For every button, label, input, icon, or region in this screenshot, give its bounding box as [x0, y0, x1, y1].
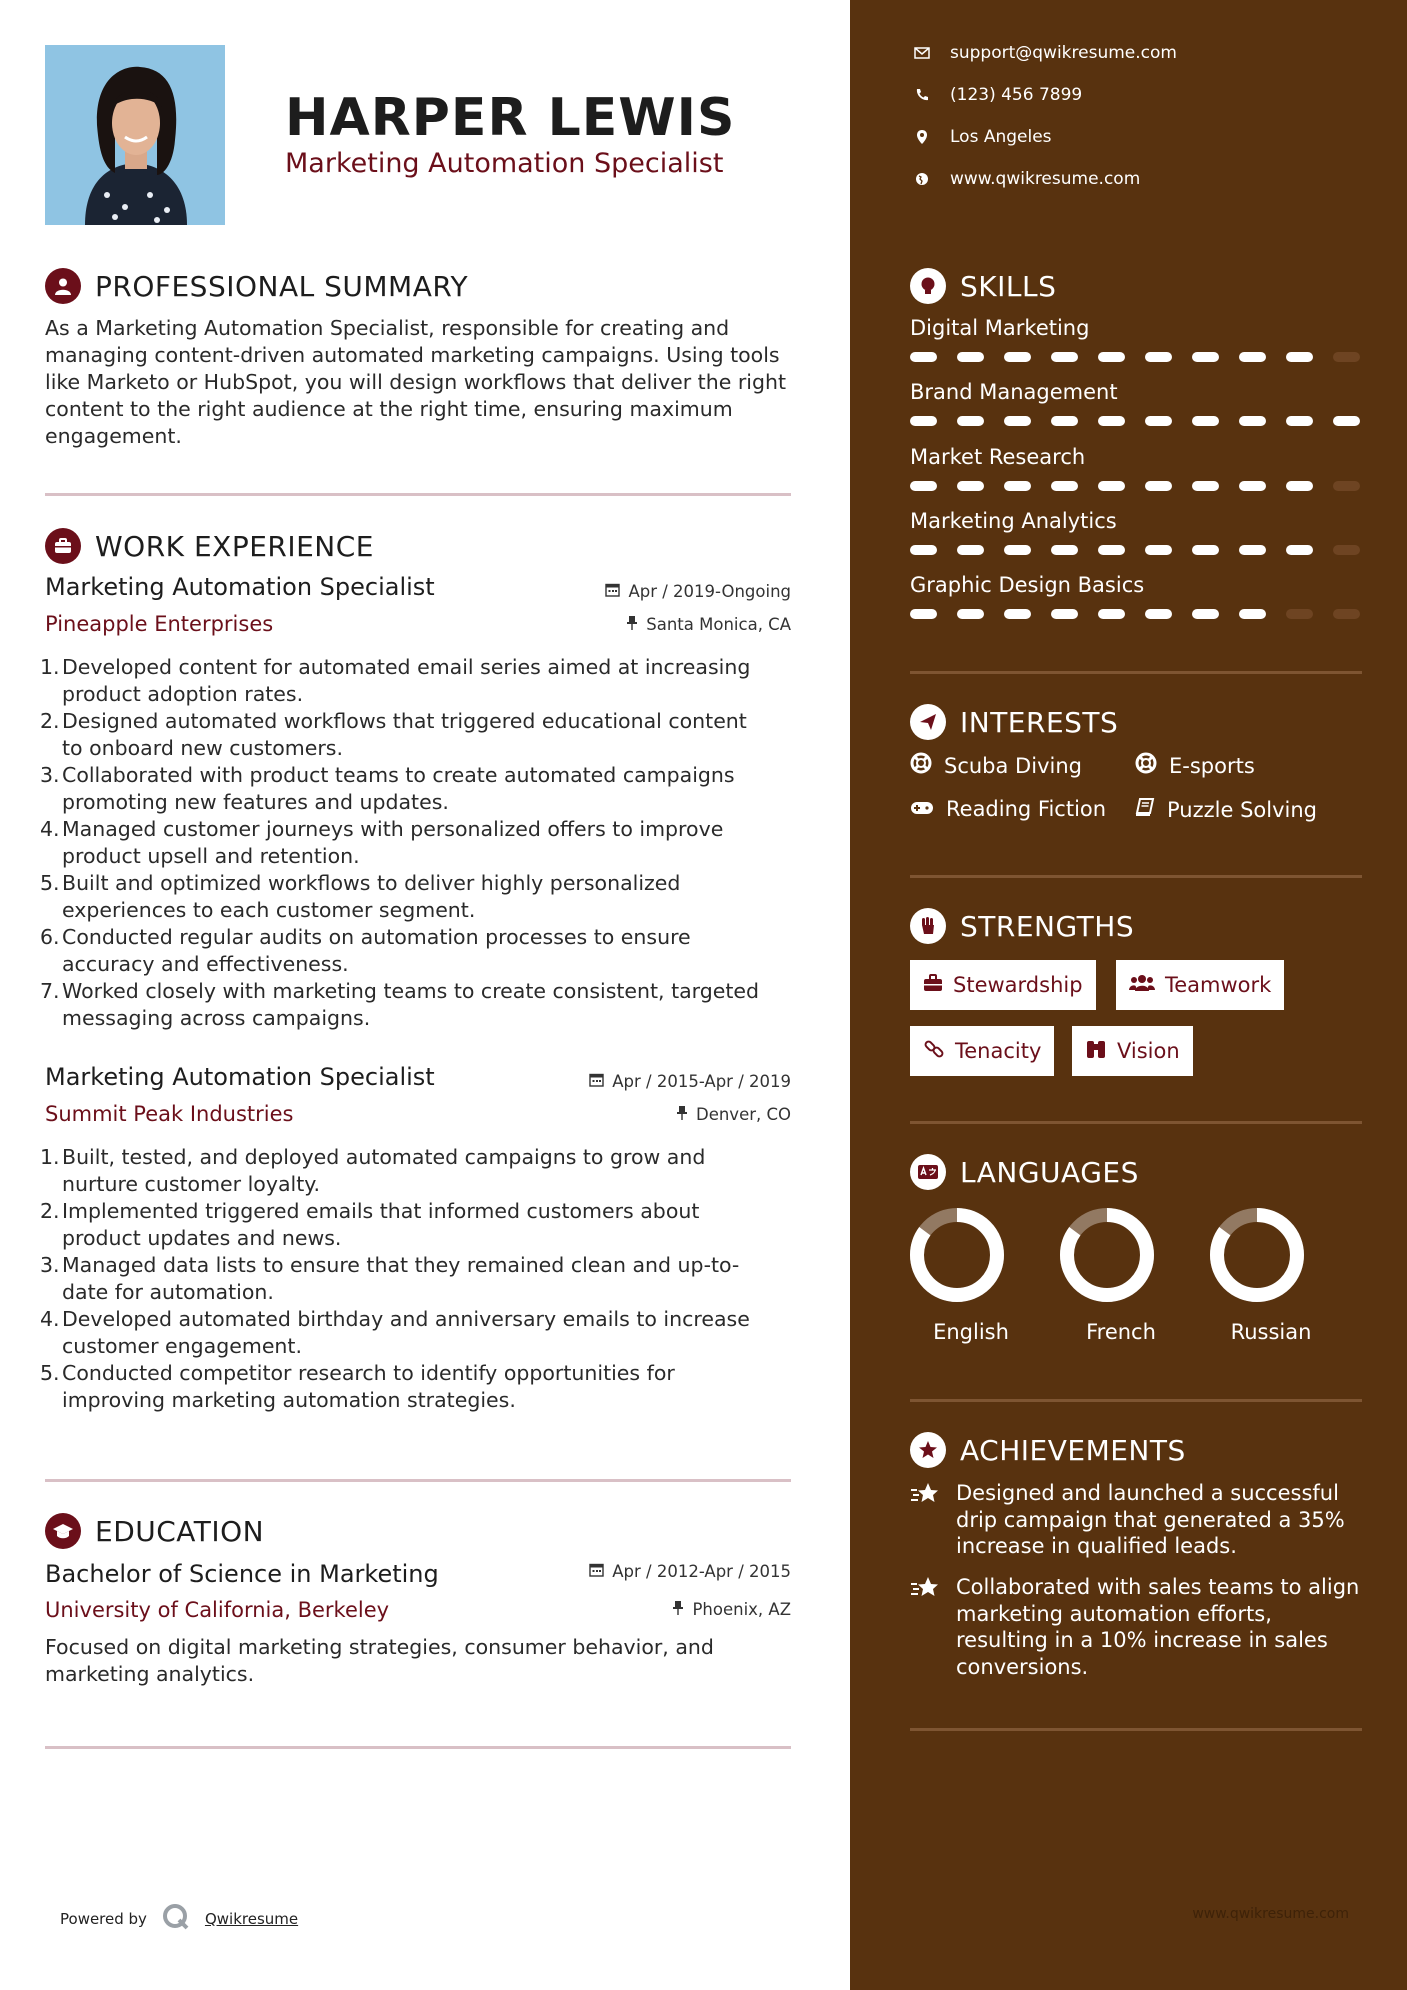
job-location-text: Santa Monica, CA — [646, 615, 791, 634]
profile-photo — [45, 45, 225, 225]
achievements-title: ACHIEVEMENTS — [960, 1433, 1186, 1467]
job-title: Marketing Automation Specialist — [45, 573, 435, 601]
section-divider — [910, 671, 1362, 674]
strength-label: Stewardship — [953, 973, 1083, 997]
language-name: Russian — [1230, 1320, 1312, 1344]
interests-heading — [910, 704, 1118, 740]
skill-segment-filled — [1145, 609, 1172, 619]
lightbulb-icon — [910, 268, 946, 304]
section-divider — [910, 875, 1362, 878]
language-rings — [910, 1205, 1350, 1305]
achievement-item — [910, 1574, 1370, 1680]
skill-segment-empty — [1286, 609, 1313, 619]
degree-title: Bachelor of Science in Marketing — [45, 1560, 439, 1588]
list-item: 4. Developed automated birthday and anniversary emails to increase customer engagement. — [40, 1307, 750, 1358]
education-text: Focused on digital marketing strategies, consumer behavior, and marketing analytics. — [45, 1635, 714, 1686]
skill-segment-filled — [1239, 609, 1266, 619]
list-item: 7. Worked closely with marketing teams to create consistent, targeted messaging across campaigns. — [40, 979, 760, 1030]
skill-segment-filled — [957, 481, 984, 491]
summary-title: PROFESSIONAL SUMMARY — [95, 269, 469, 303]
interest-label: Puzzle Solving — [1167, 797, 1317, 822]
skill-segment-empty — [1333, 352, 1360, 362]
skill-segment-filled — [1286, 416, 1313, 426]
location-pin-icon — [912, 129, 932, 145]
education-date — [589, 1562, 791, 1581]
star-badge-icon — [910, 1432, 946, 1468]
skill-segment-filled — [1192, 481, 1219, 491]
interests-title: INTERESTS — [960, 705, 1119, 739]
interest-item — [910, 797, 1106, 821]
skill-segment-filled — [957, 352, 984, 362]
strengths-heading — [910, 908, 1134, 944]
skill-segment-filled — [1192, 545, 1219, 555]
skills-heading — [910, 268, 1056, 304]
skill-segment-filled — [910, 416, 937, 426]
list-item: 5. Built and optimized workflows to deliver highly personalized experiences to each customer segment. — [40, 871, 681, 922]
section-divider — [45, 493, 791, 496]
list-item: 2. Implemented triggered emails that informed customers about product updates and news. — [40, 1199, 700, 1250]
contact-phone[interactable] — [912, 85, 1082, 105]
calendar-icon — [589, 1562, 604, 1581]
achievement-line: drip campaign that generated a 35% — [956, 1507, 1345, 1532]
phone-icon — [912, 88, 932, 102]
briefcase-icon — [45, 528, 81, 564]
skill-segment-filled — [1098, 609, 1125, 619]
section-divider — [910, 1121, 1362, 1124]
contact-email[interactable] — [912, 43, 1177, 63]
interest-item — [1135, 797, 1317, 822]
strength-label: Teamwork — [1165, 973, 1272, 997]
list-item: 1. Built, tested, and deployed automated campaigns to grow and nurture customer loyalty. — [40, 1145, 706, 1196]
skill-bar — [910, 609, 1370, 619]
book-icon — [1135, 797, 1155, 822]
skill-segment-filled — [1004, 545, 1031, 555]
user-icon — [45, 268, 81, 304]
company-name: Summit Peak Industries — [45, 1102, 294, 1126]
lifebuoy-icon — [910, 752, 932, 779]
experience-title: WORK EXPERIENCE — [95, 529, 374, 563]
job-location-text: Denver, CO — [695, 1105, 791, 1124]
skill-segment-filled — [1004, 481, 1031, 491]
interest-item — [910, 752, 1082, 779]
skill-segment-filled — [910, 352, 937, 362]
section-divider — [910, 1399, 1362, 1402]
skill-segment-filled — [1051, 609, 1078, 619]
envelope-icon — [912, 47, 932, 59]
gamepad-icon — [910, 797, 934, 821]
pushpin-icon — [672, 1600, 684, 1619]
globe-icon — [912, 172, 932, 186]
strength-badge — [1116, 960, 1284, 1010]
skill-segment-empty — [1333, 481, 1360, 491]
pushpin-icon — [626, 615, 638, 634]
summary-text: As a Marketing Automation Specialist, responsible for creating and managing content-driven automated marketing campaigns. Using tools like Marketo or HubSpot, you will design workflows that deliver the right content to the right audience at the right time, ensuring maximum engagement. — [45, 316, 787, 448]
experience-heading — [45, 528, 374, 564]
skill-name: Market Research — [910, 445, 1086, 469]
job-bullets — [40, 654, 800, 1032]
contact-email-text: support@qwikresume.com — [950, 43, 1177, 63]
skill-segment-filled — [1004, 609, 1031, 619]
skill-segment-filled — [1239, 481, 1266, 491]
skill-segment-filled — [1145, 481, 1172, 491]
skill-segment-filled — [1333, 416, 1360, 426]
skill-name: Digital Marketing — [910, 316, 1090, 340]
calendar-icon — [589, 1072, 604, 1091]
sidebar — [850, 0, 1407, 1990]
achievement-line: conversions. — [956, 1654, 1089, 1679]
powered-by — [60, 1902, 298, 1936]
education-location — [672, 1600, 791, 1619]
link-icon — [923, 1038, 945, 1065]
language-name: English — [933, 1320, 1009, 1344]
skill-segment-filled — [957, 416, 984, 426]
skill-segment-filled — [1004, 416, 1031, 426]
achievement-line: resulting in a 10% increase in sales — [956, 1628, 1328, 1652]
contact-phone-text: (123) 456 7899 — [950, 85, 1083, 105]
contact-location-text: Los Angeles — [950, 127, 1052, 147]
section-divider — [45, 1479, 791, 1482]
skill-segment-filled — [1098, 481, 1125, 491]
skill-name: Graphic Design Basics — [910, 573, 1145, 597]
list-item: 3. Managed data lists to ensure that they remained clean and up-to- date for automation. — [40, 1253, 740, 1304]
languages-heading — [910, 1154, 1139, 1190]
star-icon — [910, 1574, 944, 1680]
contact-website-text: www.qwikresume.com — [950, 169, 1141, 189]
company-name: Pineapple Enterprises — [45, 612, 274, 636]
strengths-title: STRENGTHS — [960, 909, 1135, 943]
candidate-name: HARPER LEWIS — [285, 88, 736, 148]
skill-segment-filled — [1051, 481, 1078, 491]
candidate-title: Marketing Automation Specialist — [285, 148, 724, 179]
skill-segment-filled — [1239, 352, 1266, 362]
skill-segment-filled — [1239, 416, 1266, 426]
fist-icon — [910, 908, 946, 944]
qwikresume-logo-icon — [161, 1902, 191, 1936]
contact-location — [912, 127, 1052, 147]
skill-bar — [910, 352, 1370, 362]
skill-segment-filled — [957, 609, 984, 619]
skill-segment-filled — [1192, 609, 1219, 619]
languages-title: LANGUAGES — [960, 1155, 1139, 1189]
skill-segment-filled — [1145, 352, 1172, 362]
education-location-text: Phoenix, AZ — [692, 1600, 791, 1619]
skill-segment-filled — [910, 545, 937, 555]
skill-segment-filled — [1145, 545, 1172, 555]
skill-segment-filled — [1051, 416, 1078, 426]
job-title: Marketing Automation Specialist — [45, 1063, 435, 1091]
skill-segment-filled — [1098, 352, 1125, 362]
powered-by-label: Powered by — [60, 1910, 147, 1928]
skill-segment-filled — [1286, 352, 1313, 362]
strength-badge — [910, 1026, 1054, 1076]
skill-segment-filled — [910, 609, 937, 619]
skill-name: Brand Management — [910, 380, 1118, 404]
job-date-text: Apr / 2015-Apr / 2019 — [612, 1072, 791, 1091]
skill-segment-filled — [1004, 352, 1031, 362]
strength-badge — [910, 960, 1096, 1010]
calendar-icon — [605, 582, 620, 601]
language-name: French — [1086, 1320, 1156, 1344]
list-item: 5. Conducted competitor research to identify opportunities for improving marketing automation strategies. — [40, 1361, 675, 1412]
skill-name: Marketing Analytics — [910, 509, 1117, 533]
skill-segment-filled — [957, 545, 984, 555]
skill-segment-empty — [1333, 545, 1360, 555]
skill-bar — [910, 545, 1370, 555]
job-bullets — [40, 1144, 800, 1414]
skill-bar — [910, 481, 1370, 491]
skill-segment-filled — [1239, 545, 1266, 555]
skill-segment-filled — [1192, 416, 1219, 426]
interest-label: Reading Fiction — [946, 797, 1107, 821]
star-icon — [910, 1480, 944, 1560]
brand-link[interactable]: Qwikresume — [204, 1910, 299, 1928]
section-divider — [910, 1728, 1362, 1731]
strength-label: Vision — [1117, 1039, 1180, 1063]
skills-title: SKILLS — [960, 269, 1057, 303]
list-item: 4. Managed customer journeys with personalized offers to improve product upsell and retention. — [40, 817, 724, 868]
achievement-line: marketing automation efforts, — [956, 1601, 1272, 1626]
pushpin-icon — [676, 1105, 688, 1124]
skill-segment-filled — [1286, 545, 1313, 555]
education-heading — [45, 1513, 264, 1549]
list-item: 6. Conducted regular audits on automation processes to ensure accuracy and effectiveness. — [40, 925, 691, 976]
users-icon — [1129, 973, 1155, 997]
school-name: University of California, Berkeley — [45, 1598, 390, 1622]
list-item: 2. Designed automated workflows that triggered educational content to onboard new customers. — [40, 709, 747, 760]
job-date — [605, 582, 791, 601]
language-icon — [910, 1154, 946, 1190]
list-item: 3. Collaborated with product teams to create automated campaigns promoting new features and updates. — [40, 763, 735, 814]
strength-badge — [1072, 1026, 1193, 1076]
job-location — [676, 1105, 791, 1124]
paper-plane-icon — [910, 704, 946, 740]
lifebuoy-icon — [1135, 752, 1157, 779]
interest-label: E-sports — [1169, 753, 1255, 778]
summary-heading — [45, 268, 468, 304]
section-divider — [45, 1746, 791, 1749]
skill-segment-filled — [1051, 352, 1078, 362]
education-title: EDUCATION — [95, 1514, 265, 1548]
contact-website[interactable] — [912, 169, 1140, 189]
list-item: 1. Developed content for automated email series aimed at increasing product adoption rates. — [40, 655, 751, 706]
job-date-text: Apr / 2019-Ongoing — [628, 582, 791, 601]
interest-item — [1135, 752, 1255, 779]
education-date-text: Apr / 2012-Apr / 2015 — [612, 1562, 791, 1581]
briefcase-icon — [923, 973, 943, 997]
interest-label: Scuba Diving — [944, 753, 1082, 778]
achievements-heading — [910, 1432, 1186, 1468]
skill-segment-filled — [1192, 352, 1219, 362]
skill-segment-filled — [1051, 545, 1078, 555]
skill-segment-empty — [1333, 609, 1360, 619]
achievement-line: increase in qualified leads. — [956, 1534, 1237, 1558]
footer-url: www.qwikresume.com — [1192, 1906, 1349, 1922]
skill-segment-filled — [1286, 481, 1313, 491]
skill-segment-filled — [910, 481, 937, 491]
job-date — [589, 1072, 791, 1091]
skill-segment-filled — [1098, 416, 1125, 426]
skill-segment-filled — [1145, 416, 1172, 426]
binoculars-icon — [1085, 1039, 1107, 1064]
graduation-cap-icon — [45, 1513, 81, 1549]
achievement-line: Designed and launched a successful — [956, 1481, 1339, 1505]
skill-segment-filled — [1098, 545, 1125, 555]
skill-bar — [910, 416, 1370, 426]
achievement-item — [910, 1480, 1370, 1560]
strength-label: Tenacity — [955, 1039, 1042, 1063]
job-location — [626, 615, 791, 634]
achievement-line: Collaborated with sales teams to align — [956, 1575, 1360, 1599]
